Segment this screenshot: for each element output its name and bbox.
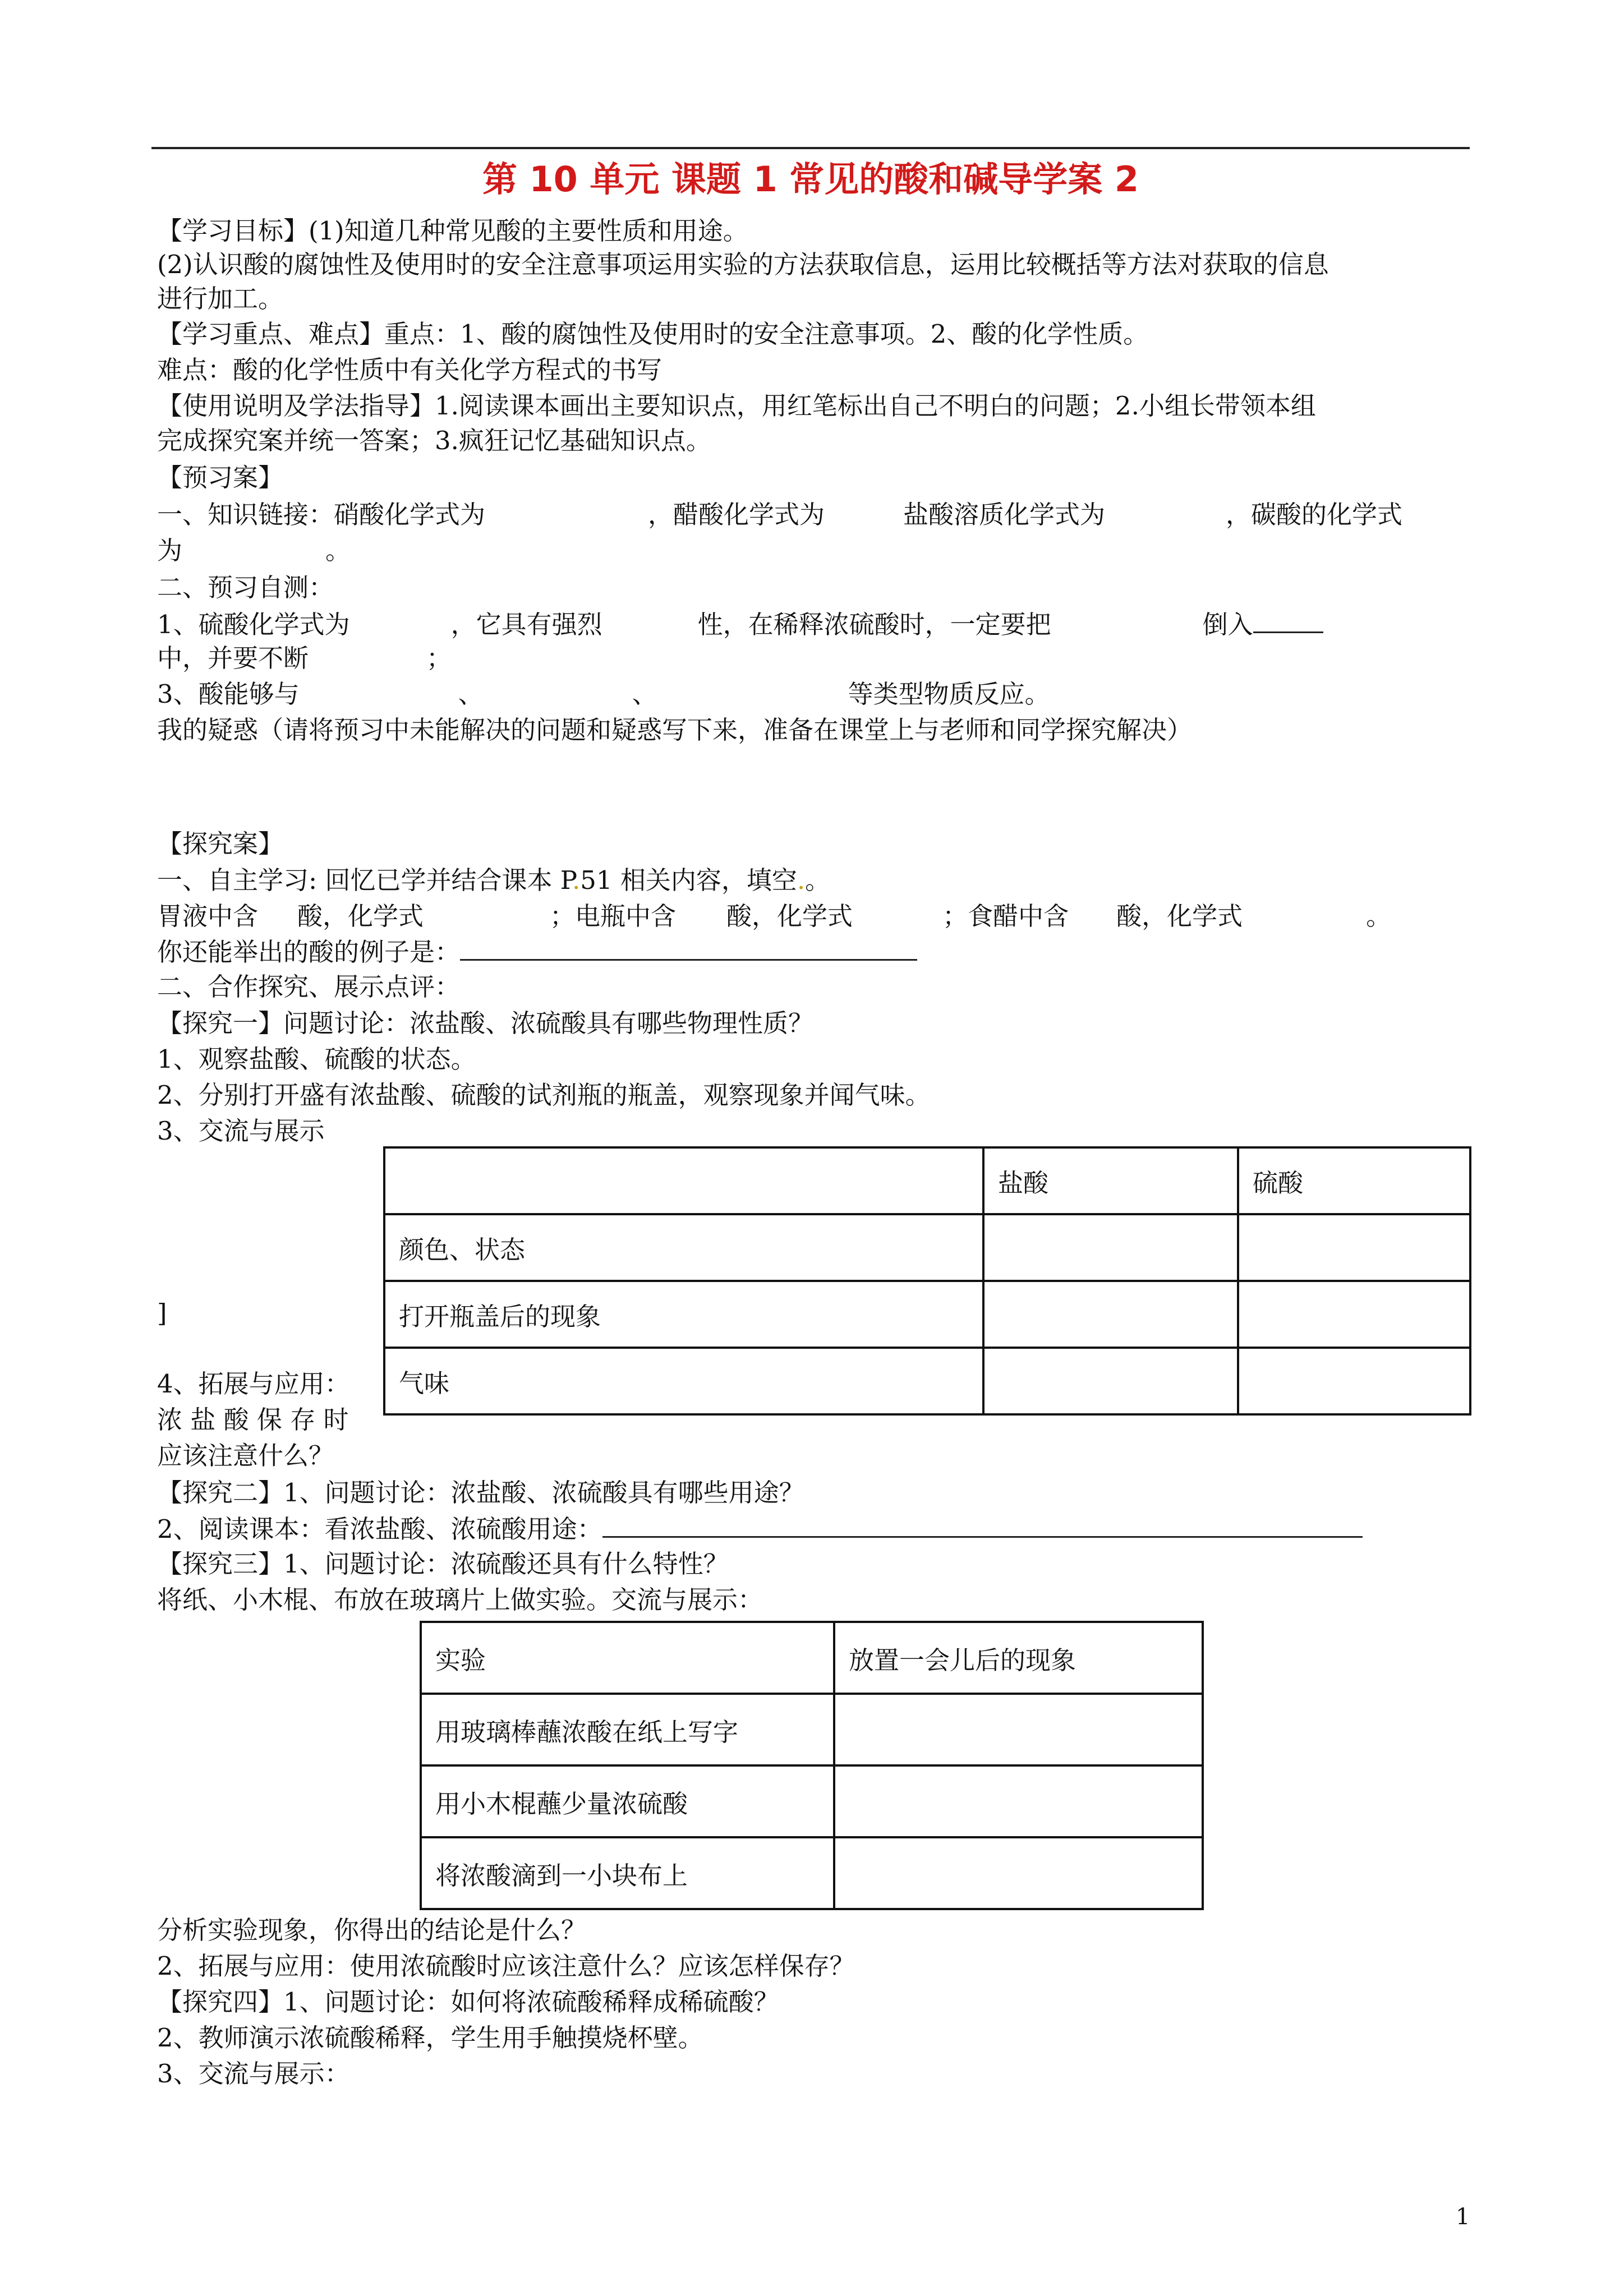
answer-blank[interactable]	[602, 1511, 1363, 1538]
table-row-label: 颜色、状态	[384, 1214, 983, 1281]
text-segment: ，醋酸化学式为	[648, 500, 825, 529]
key-points-line: 【学习重点、难点】重点：1、酸的腐蚀性及使用时的安全注意事项。2、酸的化学性质。	[157, 319, 1149, 349]
table-row	[421, 1694, 1203, 1765]
explore-three-extension: 2、拓展与应用：使用浓硫酸时应该注意什么？应该怎样保存？	[157, 1951, 855, 1981]
explore-three-step: 将纸、小木棍、布放在玻璃片上做实验。交流与展示：	[157, 1585, 763, 1615]
page-number: 1	[1456, 2204, 1470, 2230]
text-segment: 胃液中含	[157, 901, 259, 931]
text-segment: 盐酸溶质化学式为	[903, 500, 1106, 529]
extension-line: 4、拓展与应用：	[157, 1369, 350, 1399]
text-segment: ，碳酸的化学式	[1226, 500, 1403, 529]
answer-cell[interactable]	[1238, 1214, 1470, 1281]
answer-blank[interactable]	[460, 934, 917, 961]
knowledge-link-line	[157, 498, 1402, 532]
table-row	[421, 1765, 1203, 1837]
text-segment: 2、阅读课本：看浓盐酸、浓硫酸用途：	[157, 1514, 602, 1544]
text-segment: 酸，化学式	[726, 901, 853, 931]
explore-one-line: 【探究一】问题讨论：浓盐酸、浓硫酸具有哪些物理性质？	[157, 1008, 814, 1038]
table-header-cell	[384, 1147, 983, 1214]
cooperative-heading: 二、合作探究、展示点评：	[157, 972, 461, 1002]
text-segment: 、	[458, 679, 484, 709]
text-segment: 、	[632, 679, 657, 709]
text-segment: 。	[1366, 901, 1392, 931]
mark: .	[572, 865, 581, 895]
table-header-cell: 盐酸	[983, 1147, 1238, 1214]
answer-cell[interactable]	[983, 1214, 1238, 1281]
table-row-label: 将浓酸滴到一小块布上	[421, 1837, 834, 1909]
acid-examples-line	[157, 900, 1391, 933]
text-segment: 酸，化学式	[297, 901, 424, 931]
self-study-line	[157, 864, 830, 897]
table-row-label: 用小木棍蘸少量浓硫酸	[421, 1765, 834, 1837]
explore-four-line: 【探究四】1、问题讨论：如何将浓硫酸稀释成稀硫酸？	[157, 1987, 779, 2017]
text-segment: 倒入	[1202, 610, 1253, 639]
table-row	[421, 1837, 1203, 1909]
text-segment: 3、酸能够与	[157, 679, 300, 709]
answer-cell[interactable]	[834, 1837, 1203, 1909]
instructions-line-2: 完成探究案并统一答案；3.疯狂记忆基础知识点。	[157, 426, 711, 455]
text-segment: 一、知识链接：硝酸化学式为	[157, 500, 486, 529]
table-header-cell: 实验	[421, 1622, 834, 1694]
text-segment: 中，并要不断	[157, 643, 309, 673]
self-test-q1	[157, 607, 1323, 642]
text-segment: ；	[426, 643, 452, 673]
table-header-cell: 硫酸	[1238, 1147, 1470, 1214]
explore-three-line: 【探究三】1、问题讨论：浓硫酸还具有什么特性？	[157, 1549, 729, 1579]
learning-goal-line-2: (2)认识酸的腐蚀性及使用时的安全注意事项运用实验的方法获取信息，运用比较概括等方法对获取的信息	[157, 250, 1329, 279]
table-row-label: 用玻璃棒蘸浓酸在纸上写字	[421, 1694, 834, 1765]
learning-goal-line: 【学习目标】(1)知道几种常见酸的主要性质和用途。	[157, 216, 748, 246]
table-row	[421, 1622, 1203, 1694]
answer-cell[interactable]	[1238, 1348, 1470, 1414]
text-segment: ，它具有强烈	[450, 610, 602, 639]
explore-one-step1: 1、观察盐酸、硫酸的状态。	[157, 1044, 476, 1074]
text-segment: 等类型物质反应。	[848, 679, 1050, 709]
text-segment: 酸，化学式	[1116, 901, 1243, 931]
answer-blank[interactable]	[1253, 607, 1323, 633]
explore-two-step2	[157, 1511, 1363, 1546]
explore-four-step2: 2、教师演示浓硫酸稀释，学生用手触摸烧杯壁。	[157, 2023, 703, 2053]
more-examples-line	[157, 934, 917, 969]
table-row-label: 打开瓶盖后的现象	[384, 1281, 983, 1348]
doubts-line: 我的疑惑（请将预习中未能解决的问题和疑惑写下来，准备在课堂上与老师和同学探究解决）	[157, 715, 1193, 745]
explore-one-step3: 3、交流与展示	[157, 1116, 325, 1146]
text-segment: ；电瓶中含	[550, 901, 677, 931]
text-segment: 。	[805, 865, 831, 895]
analysis-line: 分析实验现象，你得出的结论是什么？	[157, 1915, 587, 1945]
extension-line-3: 应该注意什么？	[157, 1441, 334, 1470]
explore-four-step3: 3、交流与展示：	[157, 2059, 350, 2088]
text-segment: 为	[157, 536, 183, 565]
explore-two-line: 【探究二】1、问题讨论：浓盐酸、浓硫酸具有哪些用途？	[157, 1478, 804, 1507]
answer-cell[interactable]	[983, 1281, 1238, 1348]
text-segment: ；食醋中含	[942, 901, 1069, 931]
preview-heading: 【预习案】	[157, 463, 284, 492]
table-row	[384, 1281, 1470, 1348]
answer-cell[interactable]	[834, 1765, 1203, 1837]
text-segment: 。	[325, 536, 351, 565]
mark: .	[797, 865, 806, 895]
answer-cell[interactable]	[983, 1348, 1238, 1414]
explore-heading: 【探究案】	[157, 829, 284, 859]
learning-goal-line-3: 进行加工。	[157, 284, 284, 313]
self-test-q3	[157, 677, 1050, 711]
table-row	[384, 1147, 1470, 1214]
text-segment: 你还能举出的酸的例子是：	[157, 937, 461, 967]
bracket-mark: ]	[157, 1298, 167, 1328]
answer-cell[interactable]	[834, 1694, 1203, 1765]
text-segment: 性，在稀释浓硫酸时，一定要把	[697, 610, 1051, 639]
table-row	[384, 1348, 1470, 1414]
text-segment: 51 相关内容，填空	[580, 865, 797, 895]
experiment-table	[420, 1621, 1204, 1910]
text-segment: 1、硫酸化学式为	[157, 610, 350, 639]
instructions-line: 【使用说明及学法指导】1.阅读课本画出主要知识点，用红笔标出自己不明白的问题；2.小组长带领本组	[157, 391, 1316, 421]
table-row-label: 气味	[384, 1348, 983, 1414]
extension-line-2: 浓 盐 酸 保 存 时	[157, 1405, 349, 1435]
difficulty-line: 难点：酸的化学性质中有关化学方程式的书写	[157, 355, 663, 385]
table-header-cell: 放置一会儿后的现象	[834, 1622, 1203, 1694]
page-title: 第 10 单元 课题 1 常见的酸和碱导学案 2	[482, 159, 1139, 200]
explore-one-step2: 2、分别打开盛有浓盐酸、硫酸的试剂瓶的瓶盖，观察现象并闻气味。	[157, 1080, 931, 1110]
knowledge-link-line-2	[157, 534, 351, 568]
header-rule	[151, 147, 1470, 149]
self-test-q1-cont	[157, 642, 452, 675]
answer-cell[interactable]	[1238, 1281, 1470, 1348]
text-segment: 一、自主学习: 回忆已学并结合课本 P	[157, 865, 572, 895]
physical-properties-table	[383, 1146, 1471, 1416]
table-row	[384, 1214, 1470, 1281]
self-test-heading: 二、预习自测：	[157, 573, 334, 602]
